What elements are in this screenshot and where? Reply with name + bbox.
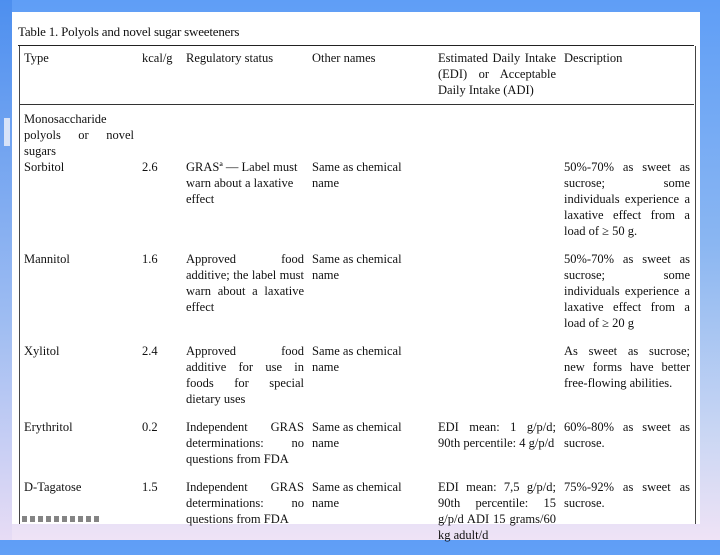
cell-description: 50%-70% as sweet as sucrose; some individuals experience a laxative effect from a load of ≥ 20 g xyxy=(564,252,690,330)
cell-intake: EDI mean: 1 g/p/d; 90th percentile: 4 g/p/d xyxy=(438,420,556,450)
column-header: Type xyxy=(20,50,138,105)
cell-kcal: 2.4 xyxy=(142,344,158,358)
slide-background-edge xyxy=(0,0,12,540)
cell-other-names: Same as chemical name xyxy=(312,480,402,510)
column-header: Regulatory status xyxy=(182,50,308,105)
cell-type: Sorbitol xyxy=(24,160,65,174)
cell-intake xyxy=(434,251,560,343)
cell-kcal: 0.2 xyxy=(142,420,158,434)
column-header: Description xyxy=(560,50,694,105)
table-row xyxy=(20,251,694,343)
cell-description: As sweet as sucrose; new forms have better free-flowing abilities. xyxy=(564,344,690,390)
document-page xyxy=(12,12,700,542)
column-header: Estimated Daily Intake (EDI) or Acceptable Daily Intake (ADI) xyxy=(434,50,560,105)
table-row xyxy=(20,419,694,479)
cell-intake: EDI mean: 7,5 g/p/d; 90th percentile: 15 g/p/d ADI 15 grams/60 kg adult/d xyxy=(438,480,556,542)
cell-regulatory: Approved food additive; the label must warn about a laxative effect xyxy=(186,252,304,314)
column-header: Other names xyxy=(308,50,434,105)
cell-other-names: Same as chemical name xyxy=(312,420,402,450)
cell-kcal: 2.6 xyxy=(142,160,158,174)
cell-regulatory: Independent GRAS determinations: no questions from FDA xyxy=(186,420,304,466)
sweeteners-table xyxy=(20,50,694,555)
cell-regulatory: Independent GRAS determinations: no questions from FDA xyxy=(186,480,304,526)
table-right-border xyxy=(695,46,696,524)
column-header: kcal/g xyxy=(138,50,182,105)
cell-description: 50%-70% as sweet as sucrose; some individuals experience a laxative effect from a load of ≥ 50 g. xyxy=(564,160,690,238)
table-row xyxy=(20,479,694,555)
table-header-row xyxy=(20,50,694,105)
cell-other-names: Same as chemical name xyxy=(312,160,402,190)
cell-kcal: 1.6 xyxy=(142,252,158,266)
cell-description: 75%-92% as sweet as sucrose. xyxy=(564,480,690,510)
group-row xyxy=(20,105,694,160)
cell-regulatory: GRASª — Label must warn about a laxative effect xyxy=(186,160,298,206)
table-title: Table 1. Polyols and novel sugar sweeteners xyxy=(18,24,240,39)
group-label: Monosaccharide polyols or novel sugars xyxy=(24,112,134,158)
cell-description: 60%-80% as sweet as sucrose. xyxy=(564,420,690,450)
cell-intake xyxy=(434,159,560,251)
table-row xyxy=(20,343,694,419)
cell-type: Xylitol xyxy=(24,344,60,358)
slide-marker xyxy=(4,118,10,146)
cell-other-names: Same as chemical name xyxy=(312,252,402,282)
footnote-fragment xyxy=(22,516,102,522)
cell-type: Mannitol xyxy=(24,252,70,266)
cell-type: D-Tagatose xyxy=(24,480,82,494)
table-row xyxy=(20,159,694,251)
cell-kcal: 1.5 xyxy=(142,480,158,494)
cell-type: Erythritol xyxy=(24,420,73,434)
title-divider xyxy=(18,45,694,46)
cell-regulatory: Approved food additive for use in foods for special dietary uses xyxy=(186,344,304,406)
cell-other-names: Same as chemical name xyxy=(312,344,402,374)
cell-intake xyxy=(434,343,560,419)
